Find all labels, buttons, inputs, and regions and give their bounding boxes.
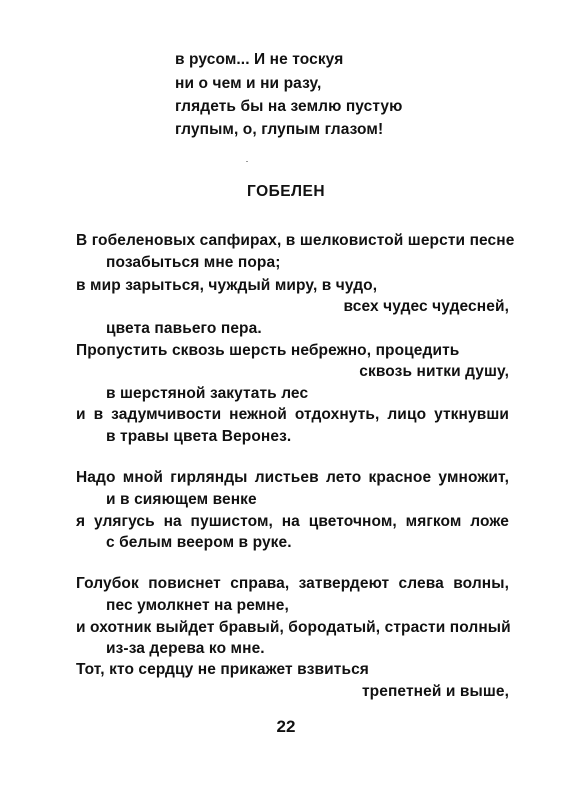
stanza3-line-1: Голубок повиснет справа, затвердеют слева волны, bbox=[76, 575, 509, 592]
stanza1-line-1: В гобеленовых сапфирах, в шелковистой шерсти песне bbox=[76, 232, 515, 249]
stanza1-line-10: в травы цвета Веронез. bbox=[106, 428, 292, 445]
stanza1-line-4: всех чудес чудесней, bbox=[343, 298, 509, 315]
stanza1-line-7: сквозь нитки душу, bbox=[359, 363, 509, 380]
stanza2-line-3: я улягусь на пушистом, на цветочном, мягком ложе bbox=[76, 513, 509, 530]
separator-dot bbox=[246, 161, 248, 162]
poem-title: ГОБЕЛЕН bbox=[246, 183, 326, 200]
stanza3-line-6: трепетней и выше, bbox=[361, 683, 509, 700]
stanza3-line-3: и охотник выйдет бравый, бородатый, страсти полный bbox=[76, 619, 511, 636]
stanza3-line-2: пес умолкнет на ремне, bbox=[106, 597, 289, 614]
stanza2-line-4: с белым веером в руке. bbox=[106, 534, 292, 551]
stanza3-line-4: из-за дерева ко мне. bbox=[106, 640, 265, 657]
top-stanza-line-3: глядеть бы на землю пустую bbox=[175, 98, 403, 115]
top-stanza-line-4: глупым, о, глупым глазом! bbox=[175, 121, 384, 138]
stanza1-line-3: в мир зарыться, чуждый миру, в чудо, bbox=[76, 277, 378, 294]
stanza1-line-6: Пропустить сквозь шерсть небрежно, процедить bbox=[76, 342, 460, 359]
stanza2-line-1: Надо мной гирлянды листьев лето красное умножит, bbox=[76, 469, 509, 486]
stanza1-line-2: позабыться мне пора; bbox=[106, 254, 281, 271]
stanza1-line-8: в шерстяной закутать лес bbox=[106, 385, 309, 402]
stanza1-line-9: и в задумчивости нежной отдохнуть, лицо уткнувши bbox=[76, 406, 509, 423]
top-stanza-line-1: в русом... И не тоскуя bbox=[175, 51, 344, 68]
top-stanza-line-2: ни о чем и ни разу, bbox=[175, 75, 322, 92]
stanza3-line-5: Тот, кто сердцу не прикажет взвиться bbox=[76, 661, 369, 678]
stanza1-line-5: цвета павьего пера. bbox=[106, 320, 262, 337]
page-number: 22 bbox=[276, 717, 296, 736]
stanza2-line-2: и в сияющем венке bbox=[106, 491, 257, 508]
